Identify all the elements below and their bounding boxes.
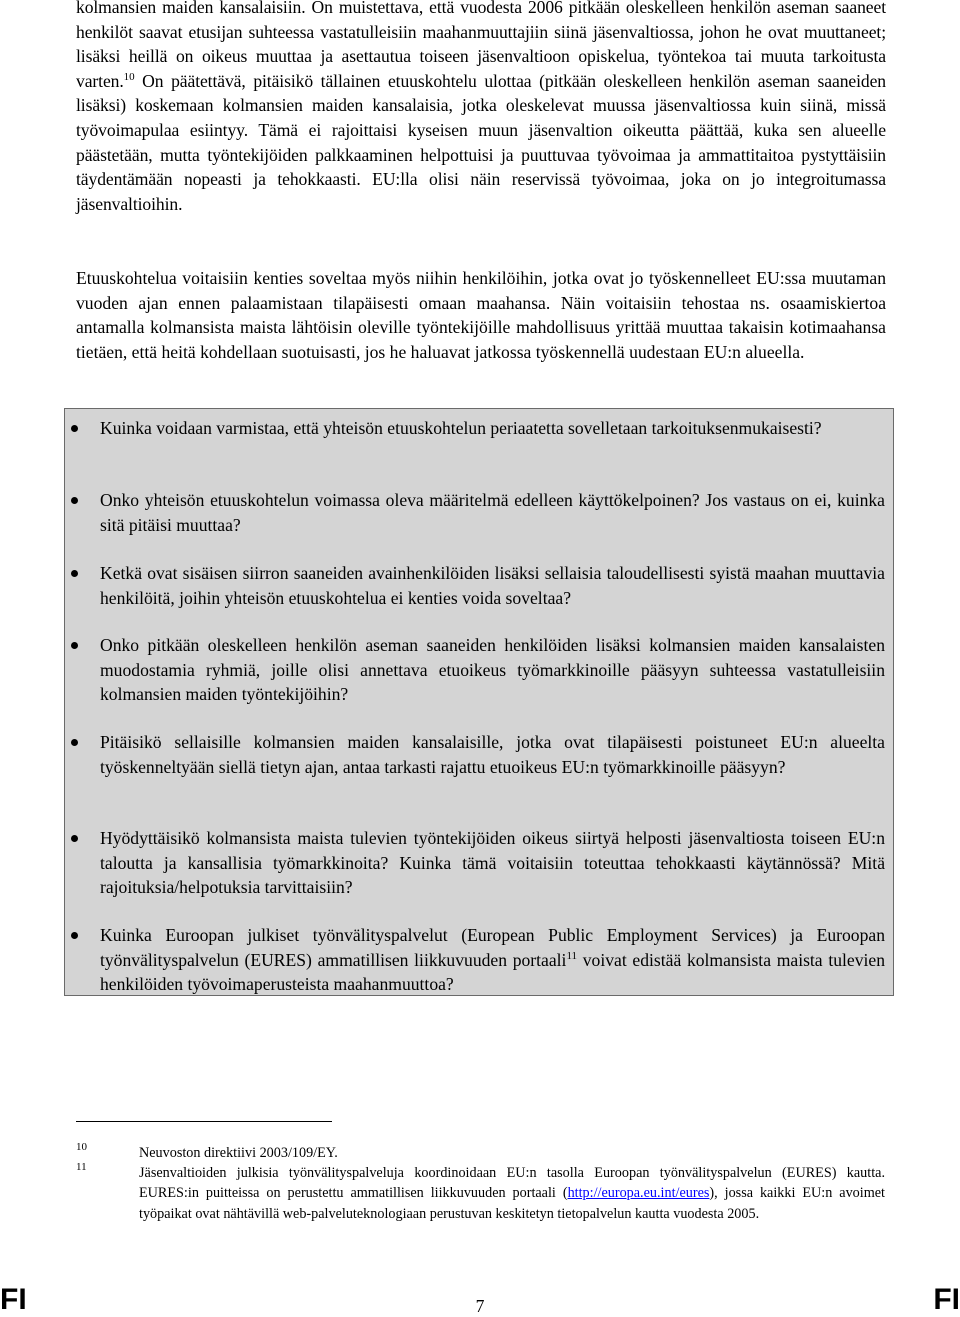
question-item [100, 561, 885, 610]
question-item [100, 923, 885, 997]
bullet-icon [71, 497, 78, 504]
footnote-separator [76, 1121, 332, 1122]
bullet-icon [71, 739, 78, 746]
question-text: Pitäisikö sellaisille kolmansien maiden kansalaisille, jotka ovat tilapäisesti poistuneet EU:n alueelta työskenneltyään siellä tietyn ajan, antaa tarkasti rajattu etuoikeus EU:n työmarkkinoille pääsyyn? [100, 732, 885, 777]
question-text: Hyödyttäisikö kolmansista maista tulevien työntekijöiden oikeus siirtyä helposti jäsenvaltiosta toiseen EU:n taloutta ja kansallisia työmarkkinoita? Kuinka tämä voitaisiin toteuttaa tehokkaasti käytännössä? Mitä rajoituksia/helpotuksia tarvittaisiin? [100, 828, 885, 898]
bullet-icon [71, 835, 78, 842]
question-item [100, 416, 885, 441]
footnote-11-text-b: ), jossa kaikki EU:n avoimet työpaikat ovat nähtävillä web-palveluteknologiaan perustuvan keskitetyn tietopalvelun kautta vuodesta 2005. [139, 1185, 885, 1222]
question-text: Ketkä ovat sisäisen siirron saaneiden avainhenkilöiden lisäksi sellaisia taloudellisesti syistä maahan muuttavia henkilöitä, joihin yhteisön etuuskohtelua ei kenties voida soveltaa? [100, 563, 885, 608]
question-item [100, 633, 885, 707]
footnote-text-11 [139, 1163, 885, 1224]
question-text: Onko pitkään oleskelleen henkilön aseman saaneiden henkilöiden lisäksi kolmansien maiden kansalaisten muodostamia ryhmiä, joille olisi annettava etuoikeus työmarkkinoille pääsyyn suhteessa vastatulleisiin kolmansien maiden työntekijöihin? [100, 635, 885, 705]
footnote-number-11: 11 [76, 1161, 87, 1173]
bullet-icon [71, 642, 78, 649]
question-text: Onko yhteisön etuuskohtelun voimassa oleva määritelmä edelleen käyttökelpoinen? Jos vastaus on ei, kuinka sitä pitäisi muuttaa? [100, 490, 885, 535]
page-number: 7 [475, 1296, 485, 1316]
footnote-11-text-a: Jäsenvaltioiden julkisia työnvälityspalveluja koordinoidaan EU:n tasolla Euroopan työnvälityspalvelun (EURES) kautta. EURES:in puitteissa on perustettu ammatillisen liikkuvuuden portaali ( [139, 1165, 885, 1202]
paragraph-1-text-a: kolmansien maiden kansalaisiin. On muistettava, että vuodesta 2006 pitkään oleskelleen henkilön aseman saaneet henkilöt saavat etusijan suhteessa vastatulleisiin maahanmuuttajiin siinä jäsenvaltiossa, johon he ovat muuttaneet; lisäksi heillä on oikeus muuttaa ja asettautua toiseen jäsenvaltioon opiskelua, työntekoa tai muuta tarkoitusta varten. [76, 0, 886, 91]
body-paragraph-1 [76, 0, 886, 216]
question-text-b: voivat edistää kolmansista maista tulevien henkilöiden työvoimaperusteista maahanmuuttoa? [100, 949, 885, 995]
language-code-left: FI [0, 1283, 27, 1316]
question-item [100, 730, 885, 779]
body-paragraph-2: Etuuskohtelua voitaisiin kenties soveltaa myös niihin henkilöihin, jotka ovat jo työskennelleet EU:ssa muutaman vuoden ajan ennen palaamistaan tilapäisesti omaan maahansa. Näin voitaisiin tehostaa ns. osaamiskiertoa antamalla kolmansista maista lähtöisin oleville työntekijöille mahdollisuus yrittää muuttaa takaisin kotimaahansa tietäen, että heitä kohdellaan suotuisasti, jos he haluavat jatkossa työskennellä uudestaan EU:n alueella. [76, 268, 886, 362]
paragraph-1-text-b: On päätettävä, pitäisikö tällainen etuuskohtelu ulottaa (pitkään oleskelleen henkilön aseman saaneiden lisäksi) koskemaan kolmansien maiden kansalaisia, jotka oleskelevat muussa jäsenvaltiossa kuin siinä, missä työvoimapulaa esiintyy. Tämä ei rajoittaisi kyseisen muun jäsenvaltion oikeutta päättää, kuka sen alueelle päästetään, mutta työntekijöiden palkkaaminen helpottuisi ja puuttuvaa työvoimaa ja ammattitaitoa pystyttäisiin täydentämään nopeasti ja tehokkaasti. EU:lla olisi näin reservissä työvoimaa, joka on jo integroitumassa jäsenvaltioihin. [76, 70, 886, 214]
language-code-right: FI [933, 1283, 960, 1316]
bullet-icon [71, 425, 78, 432]
question-item [100, 488, 885, 537]
footnote-ref-11[interactable]: 11 [566, 949, 578, 962]
question-text: Kuinka voidaan varmistaa, että yhteisön etuuskohtelun periaatetta sovelletaan tarkoituksenmukaisesti? [100, 418, 822, 438]
footnote-number-10: 10 [76, 1141, 87, 1153]
footnote-ref-10[interactable]: 10 [123, 70, 135, 83]
bullet-icon [71, 570, 78, 577]
question-text-a: Kuinka Euroopan julkiset työnvälityspalvelut (European Public Employment Services) ja Euroopan työnvälityspalvelun (EURES) ammatillisen liikkuvuuden portaali [100, 925, 885, 970]
footnote-text-10: Neuvoston direktiivi 2003/109/EY. [139, 1145, 338, 1161]
bullet-icon [71, 932, 78, 939]
eures-link[interactable]: http://europa.eu.int/eures [567, 1185, 710, 1202]
question-item [100, 826, 885, 900]
